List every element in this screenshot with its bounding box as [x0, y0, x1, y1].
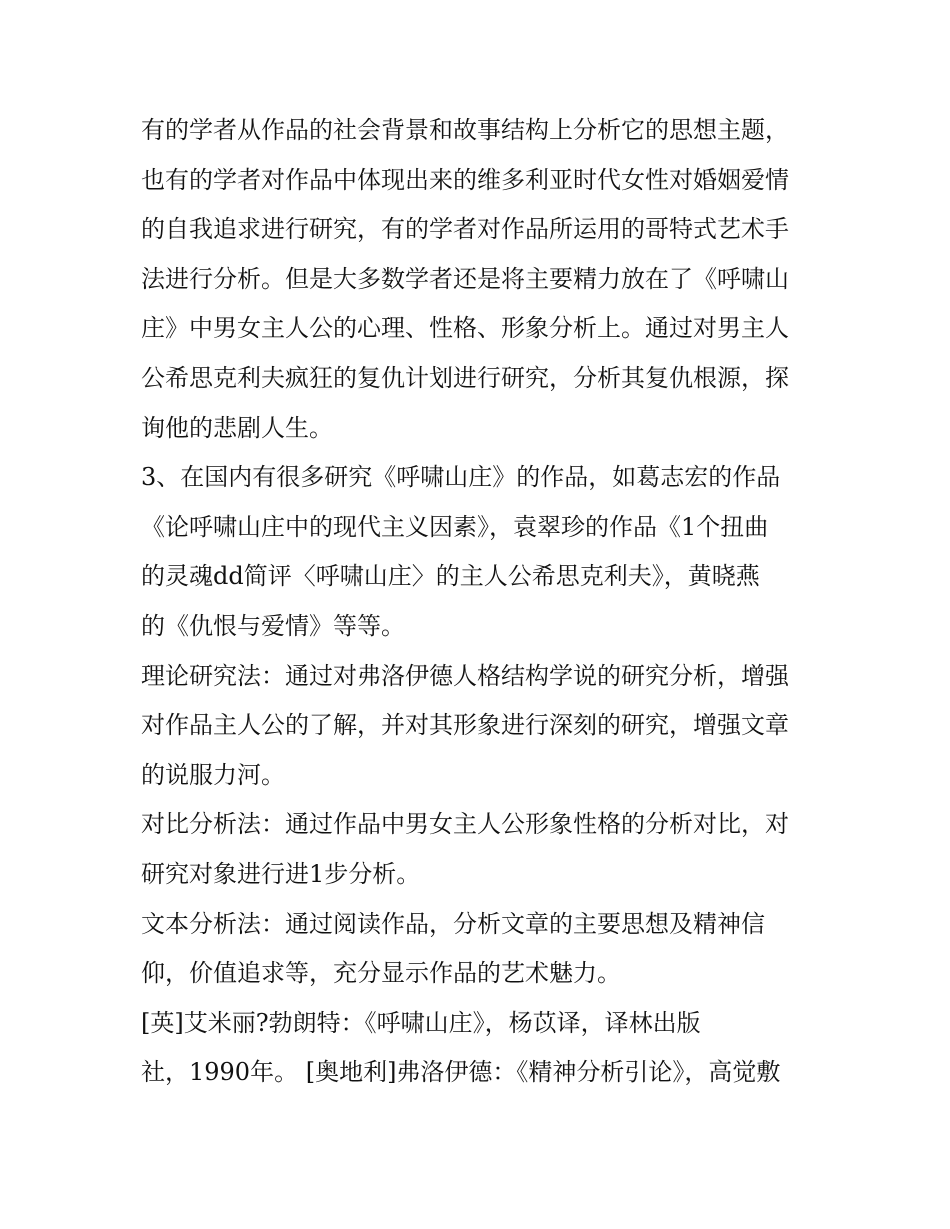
text-line: 仰，价值追求等，充分显示作品的艺术魅力。 — [141, 959, 621, 988]
text-line: 对比分析法：通过作品中男女主人公形象性格的分析对比，对 — [141, 810, 789, 839]
text-line: 研究对象进行进1步分析。 — [141, 859, 421, 888]
text-line: 的灵魂dd简评〈呼啸山庄〉的主人公希思克利夫》，黄晓燕 — [141, 562, 760, 591]
text-line: [英]艾米丽?勃朗特：《呼啸山庄》，杨苡译，译林出版 — [141, 1008, 701, 1037]
text-line: 的说服力河。 — [141, 760, 285, 789]
document-body — [141, 106, 821, 1098]
text-line: 法进行分析。但是大多数学者还是将主要精力放在了《呼啸山 — [141, 264, 789, 293]
text-line: 询他的悲剧人生。 — [141, 413, 333, 442]
text-line: 对作品主人公的了解，并对其形象进行深刻的研究，增强文章 — [141, 711, 789, 740]
text-line: 的《仇恨与爱情》等等。 — [141, 611, 405, 640]
text-line: 理论研究法：通过对弗洛伊德人格结构学说的研究分析，增强 — [141, 661, 789, 690]
text-line: 《论呼啸山庄中的现代主义因素》，袁翠珍的作品《1个扭曲 — [141, 512, 769, 541]
text-line: 的自我追求进行研究，有的学者对作品所运用的哥特式艺术手 — [141, 215, 789, 244]
text-line: 也有的学者对作品中体现出来的维多利亚时代女性对婚姻爱情 — [141, 165, 789, 194]
text-line: 公希思克利夫疯狂的复仇计划进行研究，分析其复仇根源，探 — [141, 363, 789, 392]
text-line: 庄》中男女主人公的心理、性格、形象分析上。通过对男主人 — [141, 314, 789, 343]
text-line: 有的学者从作品的社会背景和故事结构上分析它的思想主题， — [141, 116, 789, 144]
text-line: 社，1990年。 [奥地利]弗洛伊德：《精神分析引论》，高觉敷 — [141, 1058, 781, 1087]
text-line: 文本分析法：通过阅读作品，分析文章的主要思想及精神信 — [141, 909, 765, 938]
text-line: 3、在国内有很多研究《呼啸山庄》的作品，如葛志宏的作品 — [141, 463, 781, 492]
